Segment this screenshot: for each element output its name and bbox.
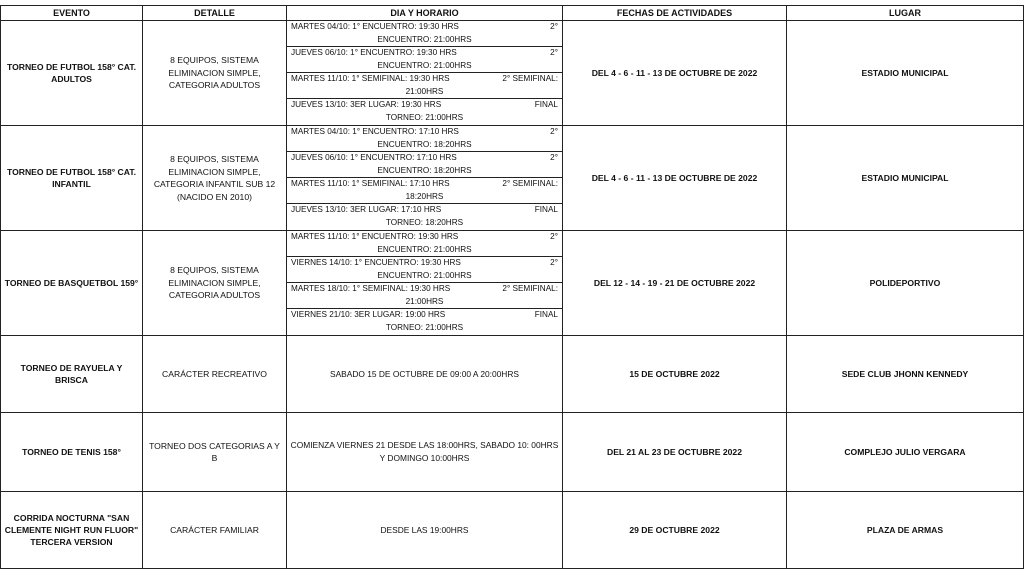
table-row <box>1 126 1024 231</box>
lugar-cell: ESTADIO MUNICIPAL <box>787 126 1024 231</box>
detalle-cell: 8 EQUIPOS, SISTEMA ELIMINACION SIMPLE, CATEGORIA INFANTIL SUB 12 (NACIDO EN 2010) <box>143 126 287 231</box>
slot-bottom: TORNEO: 18:20HRS <box>385 218 464 227</box>
evento-cell: TORNEO DE FUTBOL 158° CAT. INFANTIL <box>1 126 143 231</box>
horario-cell <box>287 126 563 231</box>
schedule-slot <box>287 73 562 99</box>
slot-left: MARTES 11/10: 1° ENCUENTRO: 19:30 HRS <box>291 231 459 241</box>
slot-bottom: ENCUENTRO: 21:00HRS <box>377 244 472 254</box>
schedule-slot <box>287 257 562 283</box>
slot-right: 2° <box>550 152 558 162</box>
detalle-cell: CARÁCTER RECREATIVO <box>143 336 287 413</box>
slot-bottom: 21:00HRS <box>405 86 444 96</box>
schedule-slot <box>287 126 562 152</box>
slot-bottom: 21:00HRS <box>405 296 444 306</box>
horario-cell: COMIENZA VIERNES 21 DESDE LAS 18:00HRS, SABADO 10: 00HRS Y DOMINGO 10:00HRS <box>287 413 563 492</box>
slot-left: JUEVES 13/10: 3ER LUGAR: 19:30 HRS <box>291 100 442 110</box>
horario-cell: SABADO 15 DE OCTUBRE DE 09:00 A 20:00HRS <box>287 336 563 413</box>
schedule-slot <box>287 231 562 257</box>
activities-table <box>0 5 1024 569</box>
slot-right: 2° <box>550 21 558 31</box>
detalle-cell: 8 EQUIPOS, SISTEMA ELIMINACION SIMPLE, CATEGORIA ADULTOS <box>143 21 287 126</box>
slot-left: VIERNES 21/10: 3ER LUGAR: 19:00 HRS <box>291 310 446 320</box>
evento-cell: TORNEO DE RAYUELA Y BRISCA <box>1 336 143 413</box>
slot-right: 2° <box>550 47 558 57</box>
schedule-slot <box>287 283 562 309</box>
slot-left: JUEVES 06/10: 1° ENCUENTRO: 19:30 HRS <box>291 47 457 57</box>
table-row <box>1 413 1024 492</box>
table-row <box>1 231 1024 336</box>
lugar-cell: POLIDEPORTIVO <box>787 231 1024 336</box>
slot-left: JUEVES 13/10: 3ER LUGAR: 17:10 HRS <box>291 205 442 215</box>
slot-bottom: ENCUENTRO: 18:20HRS <box>377 139 472 149</box>
horario-cell <box>287 231 563 336</box>
slot-right: FINAL <box>534 310 558 320</box>
slot-right: 2° <box>550 231 558 241</box>
header-evento: EVENTO <box>1 6 143 21</box>
slot-right: 2° <box>550 257 558 267</box>
header-row <box>1 6 1024 21</box>
slot-right: FINAL <box>534 205 558 215</box>
fechas-cell: DEL 21 AL 23 DE OCTUBRE 2022 <box>563 413 787 492</box>
lugar-cell: PLAZA DE ARMAS <box>787 492 1024 569</box>
fechas-cell: DEL 4 - 6 - 11 - 13 DE OCTUBRE DE 2022 <box>563 126 787 231</box>
slot-right: 2° SEMIFINAL: <box>502 283 558 293</box>
fechas-cell: 29 DE OCTUBRE 2022 <box>563 492 787 569</box>
schedule-slot <box>287 178 562 204</box>
schedule-slot <box>287 152 562 178</box>
schedule-slot <box>287 309 562 335</box>
header-detalle: DETALLE <box>143 6 287 21</box>
schedule-slot <box>287 204 562 230</box>
lugar-cell: ESTADIO MUNICIPAL <box>787 21 1024 126</box>
schedule-slot <box>287 21 562 47</box>
slot-right: 2° SEMIFINAL: <box>502 178 558 188</box>
detalle-cell: TORNEO DOS CATEGORIAS A Y B <box>143 413 287 492</box>
header-lugar: LUGAR <box>787 6 1024 21</box>
table-row <box>1 492 1024 569</box>
slot-bottom: TORNEO: 21:00HRS <box>385 323 464 332</box>
slot-bottom: 18:20HRS <box>405 191 444 201</box>
header-horario: DIA Y HORARIO <box>287 6 563 21</box>
horario-cell: DESDE LAS 19:00HRS <box>287 492 563 569</box>
slot-bottom: TORNEO: 21:00HRS <box>385 113 464 122</box>
slot-left: MARTES 04/10: 1° ENCUENTRO: 17:10 HRS <box>291 126 459 136</box>
slot-bottom: ENCUENTRO: 21:00HRS <box>377 270 472 280</box>
evento-cell: TORNEO DE BASQUETBOL 159° <box>1 231 143 336</box>
slot-right: 2° SEMIFINAL: <box>502 73 558 83</box>
slot-left: MARTES 11/10: 1° SEMIFINAL: 19:30 HRS <box>291 73 450 83</box>
detalle-cell: 8 EQUIPOS, SISTEMA ELIMINACION SIMPLE, CATEGORIA ADULTOS <box>143 231 287 336</box>
slot-bottom: ENCUENTRO: 21:00HRS <box>377 34 472 44</box>
slot-left: MARTES 04/10: 1° ENCUENTRO: 19:30 HRS <box>291 21 459 31</box>
slot-right: FINAL <box>534 100 558 110</box>
slot-left: JUEVES 06/10: 1° ENCUENTRO: 17:10 HRS <box>291 152 457 162</box>
evento-cell: TORNEO DE FUTBOL 158° CAT. ADULTOS <box>1 21 143 126</box>
schedule-slot <box>287 99 562 125</box>
fechas-cell: 15 DE OCTUBRE 2022 <box>563 336 787 413</box>
schedule-slot <box>287 47 562 73</box>
horario-cell <box>287 21 563 126</box>
slot-right: 2° <box>550 126 558 136</box>
slot-left: MARTES 11/10: 1° SEMIFINAL: 17:10 HRS <box>291 178 450 188</box>
fechas-cell: DEL 4 - 6 - 11 - 13 DE OCTUBRE DE 2022 <box>563 21 787 126</box>
slot-bottom: ENCUENTRO: 18:20HRS <box>377 165 472 175</box>
detalle-cell: CARÁCTER FAMILIAR <box>143 492 287 569</box>
lugar-cell: SEDE CLUB JHONN KENNEDY <box>787 336 1024 413</box>
header-fechas: FECHAS DE ACTIVIDADES <box>563 6 787 21</box>
evento-cell: CORRIDA NOCTURNA "SAN CLEMENTE NIGHT RUN FLUOR" TERCERA VERSION <box>1 492 143 569</box>
lugar-cell: COMPLEJO JULIO VERGARA <box>787 413 1024 492</box>
fechas-cell: DEL 12 - 14 - 19 - 21 DE OCTUBRE 2022 <box>563 231 787 336</box>
evento-cell: TORNEO DE TENIS 158° <box>1 413 143 492</box>
table-row <box>1 21 1024 126</box>
slot-left: MARTES 18/10: 1° SEMIFINAL: 19:30 HRS <box>291 283 451 293</box>
slot-left: VIERNES 14/10: 1° ENCUENTRO: 19:30 HRS <box>291 257 461 267</box>
slot-bottom: ENCUENTRO: 21:00HRS <box>377 60 472 70</box>
table-row <box>1 336 1024 413</box>
